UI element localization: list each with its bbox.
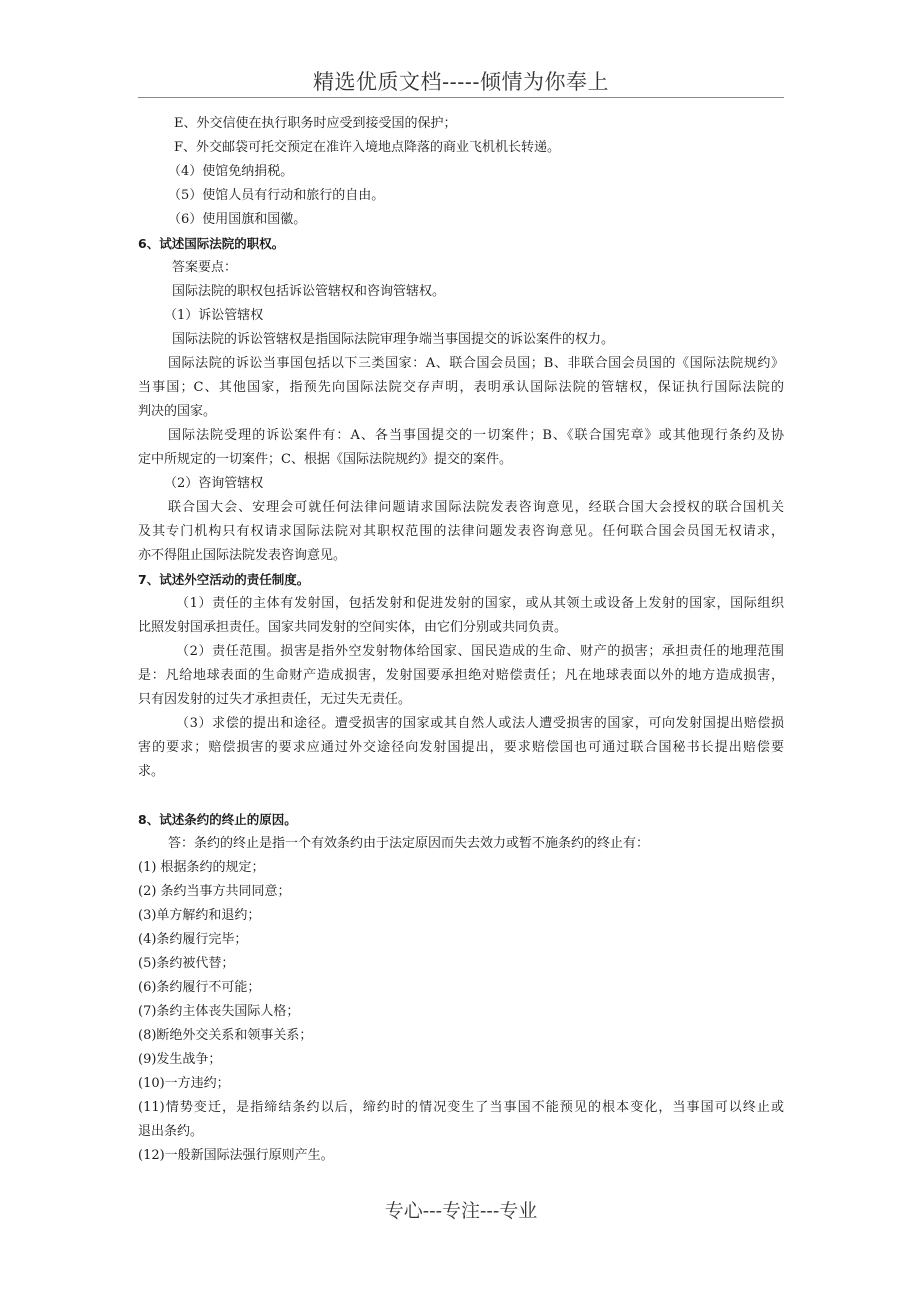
text-line: 答：条约的终止是指一个有效条约由于法定原因而失去效力或暂不施条约的终止有：: [168, 836, 650, 851]
text-line: （1）责任的主体有发射国，包括发射和促进发射的国家，或从其领土或设备上发射的国家，国际组织: [176, 596, 784, 611]
document-body: [138, 112, 784, 1168]
text-line: 退出条约。: [138, 1124, 204, 1139]
text-line: 判决的国家。: [138, 404, 217, 419]
text-line: 亦不得阻止国际法院发表咨询意见。: [138, 548, 347, 563]
text-line: 当事国；C、其他国家，指预先向国际法院交存声明，表明承认国际法院的管辖权，保证执行国际法院的: [138, 380, 784, 395]
list-item: (8)断绝外交关系和领事关系；: [138, 1028, 313, 1043]
text-line: 联合国大会、安理会可就任何法律问题请求国际法院发表咨询意见，经联合国大会授权的联合国机关: [168, 500, 784, 515]
list-item: (5)条约被代替；: [138, 956, 235, 971]
list-item: (4)条约履行完毕；: [138, 932, 248, 947]
text-line: 国际法院的诉讼管辖权是指国际法院审理争端当事国提交的诉讼案件的权力。: [172, 332, 615, 347]
text-line: （5）使馆人员有行动和旅行的自由。: [168, 188, 385, 203]
header-divider: [138, 97, 784, 98]
list-item: (12)一般新国际法强行原则产生。: [138, 1148, 334, 1163]
page-footer: 专心---专注---专业: [384, 1200, 538, 1222]
text-line: （4）使馆免纳捐税。: [168, 164, 294, 179]
text-line: 定中所规定的一切案件；C、根据《国际法院规约》提交的案件。: [138, 452, 512, 467]
list-item: (6)条约履行不可能；: [138, 980, 261, 995]
text-line: （1）诉讼管辖权: [164, 308, 264, 323]
text-line: 答案要点：: [172, 260, 238, 275]
list-item: (3)单方解约和退约；: [138, 908, 261, 923]
list-item: (11)情势变迁，是指缔结条约以后，缔约时的情况变生了当事国不能预见的根本变化，当事国可以终止或: [138, 1100, 784, 1115]
list-item: (7)条约主体丧失国际人格；: [138, 1004, 300, 1019]
text-line: 国际法院的职权包括诉讼管辖权和咨询管辖权。: [172, 284, 446, 299]
page-header: 精选优质文档-----倾情为你奉上: [313, 70, 609, 94]
text-line: 害的要求；赔偿损害的要求应通过外交途径向发射国提出，要求赔偿国也可通过联合国秘书长提出赔偿要: [138, 740, 784, 755]
text-line: （3）求偿的提出和途径。遭受损害的国家或其自然人或法人遭受损害的国家，可向发射国提出赔偿损: [176, 716, 784, 731]
list-item: (10)一方违约；: [138, 1076, 230, 1091]
text-line: 是：凡给地球表面的生命财产造成损害，发射国要承担绝对赔偿责任；凡在地球表面以外的地方造成损害，: [138, 668, 784, 683]
text-line: 及其专门机构只有权请求国际法院对其职权范围的法律问题发表咨询意见。任何联合国会员国无权请求，: [138, 524, 784, 539]
text-line: F、外交邮袋可托交预定在准许入境地点降落的商业飞机机长转递。: [174, 140, 561, 155]
text-line: 只有因发射的过失才承担责任，无过失无责任。: [138, 692, 412, 707]
text-line: （2）责任范围。损害是指外空发射物体给国家、国民造成的生命、财产的损害；承担责任的地理范围: [176, 644, 784, 659]
question-heading: 8、试述条约的终止的原因。: [138, 812, 297, 827]
list-item: (2) 条约当事方共同同意；: [138, 884, 291, 899]
text-line: 比照发射国承担责任。国家共同发射的空间实体，由它们分别或共同负责。: [138, 620, 568, 635]
text-line: 国际法院受理的诉讼案件有：A、各当事国提交的一切案件；B、《联合国宪章》或其他现行条约及协: [168, 428, 784, 443]
text-line: 求。: [138, 764, 165, 779]
paragraph-gap: [138, 784, 784, 808]
list-item: (1) 根据条约的规定；: [138, 860, 265, 875]
text-line: （6）使用国旗和国徽。: [168, 212, 307, 227]
question-heading: 6、试述国际法院的职权。: [138, 236, 285, 251]
text-line: 国际法院的诉讼当事国包括以下三类国家：A、联合国会员国；B、非联合国会员国的《国际法院规约》: [168, 356, 784, 371]
text-line: （2）咨询管辖权: [164, 476, 264, 491]
text-line: E、外交信使在执行职务时应受到接受国的保护；: [174, 116, 457, 131]
question-heading: 7、试述外空活动的责任制度。: [138, 572, 310, 587]
list-item: (9)发生战争；: [138, 1052, 222, 1067]
